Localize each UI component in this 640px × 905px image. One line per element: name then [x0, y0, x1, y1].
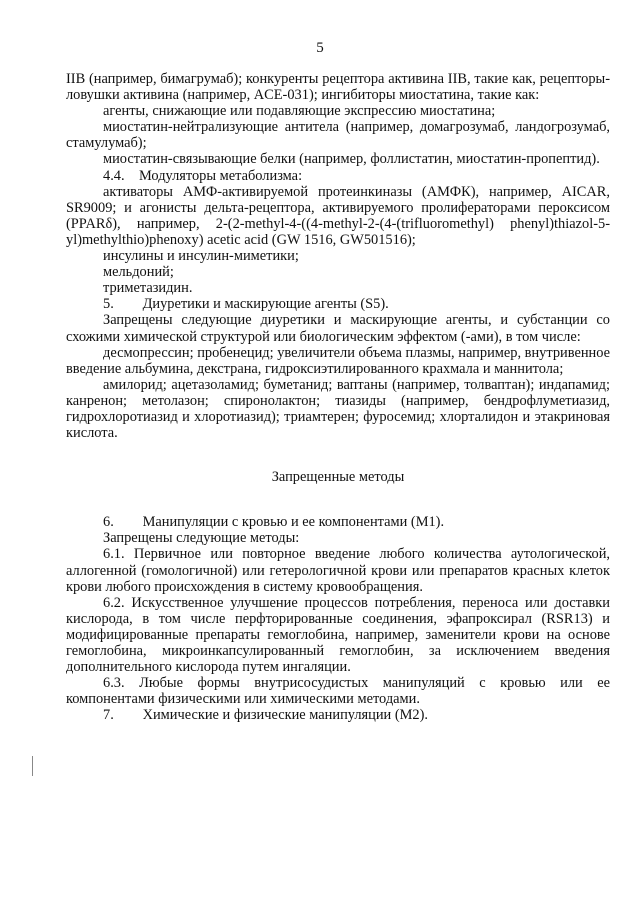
paragraph-trimetazidine: триметазидин. [103, 280, 193, 297]
paragraph-6-2: 6.2. Искусственное улучшение процессов потребления, переноса или доставки кислорода, в том числе перфторированные соединения, эфапроксирал (RSR13) и модифицированные препараты гемоглобина, например, заменители крови на основе гемоглобина, микроинкапсулированный гемоглобин, за исключением введения дополнительного кислорода путем ингаляции. [66, 594, 610, 676]
paragraph-ampk-activators: активаторы АМФ-активируемой протеинкиназы (АМФК), например, AICAR, SR9009; и агонисты дельта-рецептора, активируемого пролифераторами пероксисом (PPARδ), например, 2-(2-methyl-4-((4-methyl-2-(4-(trifluoromethyl) phenyl)thiazol-5-yl)methylthio)phenoxy) acetic acid (GW 1516, GW501516); [66, 183, 610, 248]
paragraph-prohibited-methods: Запрещены следующие методы: [103, 530, 300, 547]
paragraph-myostatin-antibodies: миостатин-нейтрализующие антитела (например, домагрозумаб, ландогрозумаб, стамулумаб); [66, 119, 610, 152]
paragraph-6-1: 6.1. Первичное или повторное введение любого количества аутологической, аллогенной (гомологичной) или гетерологичной крови или препаратов красных клеток крови любого происхождения в систему кровообращения. [66, 546, 610, 595]
paragraph-meldonium: мельдоний; [103, 264, 174, 281]
paragraph-myostatin-agents: агенты, снижающие или подавляющие экспрессию миостатина; [103, 103, 496, 120]
section-4-4-heading: 4.4. Модуляторы метаболизма: [103, 167, 303, 184]
prohibited-methods-heading: Запрещенные методы [271, 469, 405, 486]
paragraph-myostatin-proteins: миостатин-связывающие белки (например, фоллистатин, миостатин-пропептид). [103, 151, 600, 168]
section-5-heading: 5. Диуретики и маскирующие агенты (S5). [103, 296, 389, 313]
paragraph-ib-continuation: IIВ (например, бимагрумаб); конкуренты рецептора активина IIВ, такие как, рецепторы-ловушки активина (например, ACE-031); ингибиторы миостатина, такие как: [66, 71, 610, 104]
paragraph-6-3: 6.3. Любые формы внутрисосудистых манипуляций с кровью или ее компонентами физическими или химическими методами. [66, 675, 610, 708]
paragraph-amiloride: амилорид; ацетазоламид; буметанид; ваптаны (например, толваптан); индапамид; канренон; метолазон; спиронолактон; тиазиды (например, бендрофлуметиазид, гидрохлоротиазид и хлоротиазид); триамтерен; фуросемид; хлорталидон и этакриновая кислота. [66, 376, 610, 442]
scan-artifact-line [32, 756, 33, 776]
paragraph-insulins: инсулины и инсулин-миметики; [103, 248, 299, 265]
page-number: 5 [316, 40, 324, 56]
paragraph-desmopressin: десмопрессин; пробенецид; увеличители объема плазмы, например, внутривенное введение альбумина, декстрана, гидроксиэтилированного крахмала и маннитола; [66, 344, 610, 377]
section-7-heading: 7. Химические и физические манипуляции (М2). [103, 707, 429, 724]
paragraph-diuretics-intro: Запрещены следующие диуретики и маскирующие агенты, и субстанции со схожими химической структурой или биологическим эффектом (-ами), в том числе: [66, 312, 610, 345]
section-6-heading: 6. Манипуляции с кровью и ее компонентами (M1). [103, 514, 445, 531]
document-body [66, 71, 610, 723]
